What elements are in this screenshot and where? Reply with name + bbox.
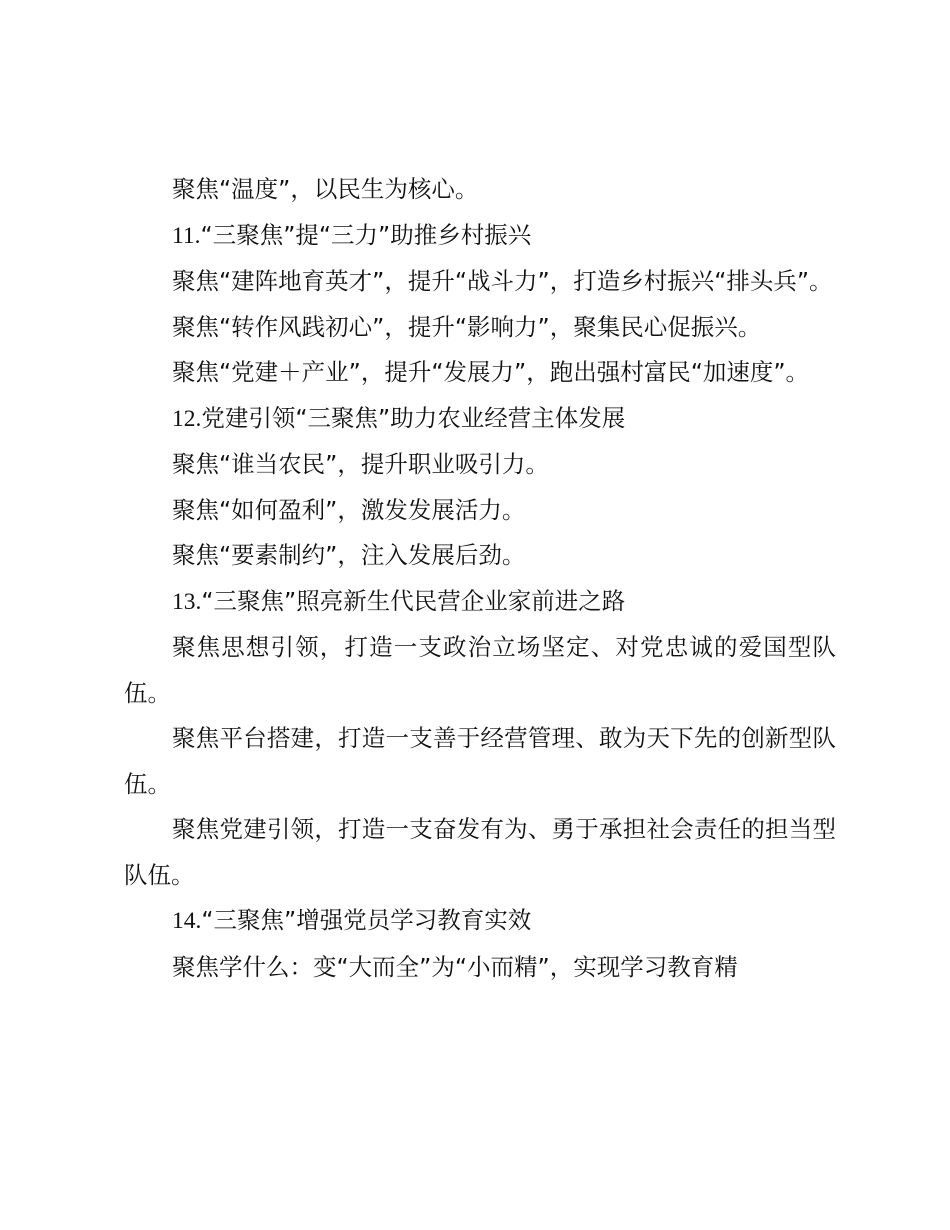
paragraph-15: 聚焦学什么：变“大而全”为“小而精”，实现学习教育精 <box>172 952 738 981</box>
paragraph-9: 聚焦“要素制约”，注入发展后劲。 <box>172 541 526 569</box>
section-number: 14. <box>172 908 202 934</box>
section-number: 13. <box>172 588 202 615</box>
paragraph-1: 聚焦“温度”，以民生为核心。 <box>172 175 479 203</box>
section-number: 12. <box>172 405 202 432</box>
section-heading-13 <box>124 579 836 626</box>
section-number: 11. <box>172 222 201 249</box>
section-title: “三聚焦”增强党员学习教育实效 <box>201 906 532 934</box>
section-heading-11 <box>124 213 836 260</box>
section-title: “三聚焦”提“三力”助推乡村振兴 <box>200 220 532 249</box>
section-title: 党建引领“三聚焦”助力农业经营主体发展 <box>201 403 626 432</box>
paragraph-12: 聚焦平台搭建，打造一支善于经营管理、敢为天下先的创新型队伍。 <box>124 724 836 798</box>
paragraph-7: 聚焦“谁当农民”，提升职业吸引力。 <box>172 450 549 478</box>
paragraph-5: 聚焦“党建＋产业”，提升“发展力”，跑出强村富民“加速度”。 <box>172 358 810 386</box>
section-heading-12 <box>124 396 836 443</box>
section-title: “三聚焦”照亮新生代民营企业家前进之路 <box>201 586 626 615</box>
section-heading-14 <box>124 898 836 945</box>
paragraph-3: 聚焦“建阵地育英才”，提升“战斗力”，打造乡村振兴“排头兵”。 <box>172 267 833 295</box>
paragraph-8: 聚焦“如何盈利”，激发发展活力。 <box>172 495 526 524</box>
paragraph-4: 聚焦“转作风践初心”，提升“影响力”，聚集民心促振兴。 <box>172 312 762 341</box>
paragraph-13: 聚焦党建引领，打造一支奋发有为、勇于承担社会责任的担当型队伍。 <box>124 815 836 889</box>
document-body <box>124 167 836 990</box>
paragraph-11: 聚焦思想引领，打造一支政治立场坚定、对党忠诚的爱国型队伍。 <box>124 633 836 707</box>
